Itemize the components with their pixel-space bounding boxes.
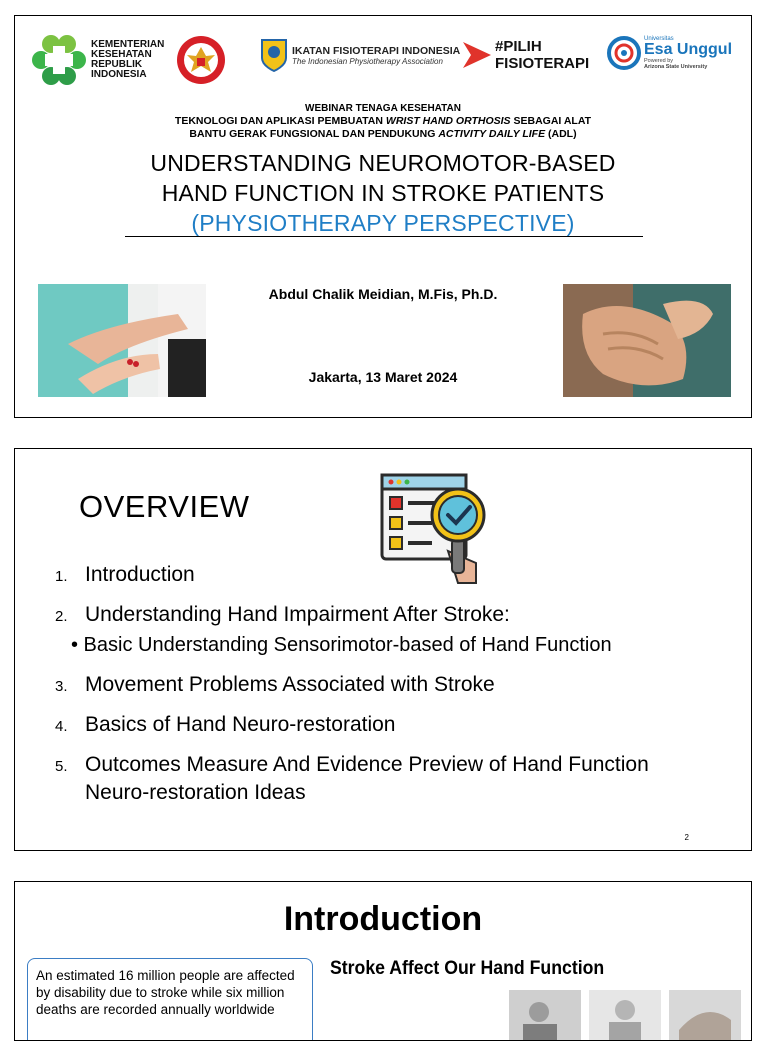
overview-list (55, 561, 731, 807)
stroke-hand-photo (563, 284, 731, 397)
overview-title: OVERVIEW (79, 489, 250, 524)
statistic-box: An estimated 16 million people are affected by disability due to stroke while six million deaths are recorded annually worldwide (27, 958, 313, 1041)
pilih-fisioterapi-logo: #PILIH FISIOTERAPI (463, 38, 589, 72)
ifi-tagline: The Indonesian Physiotherapy Association (292, 56, 443, 66)
introduction-slide (14, 881, 752, 1041)
slide-subtitle: (PHYSIOTHERAPY PERSPECTIVE) (191, 210, 575, 236)
kemenkes-text: KEMENTERIAN KESEHATAN REPUBLIK INDONESIA (91, 39, 165, 80)
ifi-name: IKATAN FISIOTERAPI INDONESIA (292, 44, 461, 57)
logo-bar (15, 30, 751, 88)
introduction-subtitle: Stroke Affect Our Hand Function (330, 958, 605, 979)
kemenkes-logo (31, 32, 164, 88)
arrow-logo-icon (463, 40, 491, 70)
place-date: Jakarta, 13 Maret 2024 (308, 369, 458, 385)
ifi-logo (260, 38, 460, 72)
esa-unggul-emblem-icon (607, 36, 641, 70)
slide-title: UNDERSTANDING NEUROMOTOR-BASED HAND FUNCTION IN STROKE PATIENTS (PHYSIOTHERAPY PERSPECTIVE) (15, 148, 751, 238)
list-item: 2. Understanding Hand Impairment After Stroke: (55, 603, 510, 626)
title-underline (125, 236, 643, 237)
photo-thumbnail (669, 990, 741, 1041)
list-item: 4. Basics of Hand Neuro-restoration (55, 713, 396, 736)
photo-thumbnail (509, 990, 581, 1041)
garuda-seal-icon (175, 34, 227, 86)
list-item: 5. Outcomes Measure And Evidence Preview of Hand Function Neuro-restoration Ideas (55, 753, 649, 804)
author-name: Abdul Chalik Meidian, M.Fis, Ph.D. (268, 286, 498, 302)
title-slide (14, 15, 752, 418)
overview-slide (14, 448, 752, 851)
list-item: 1. Introduction (55, 563, 195, 586)
kemenkes-emblem-icon (31, 32, 87, 88)
page-number: 2 (684, 833, 689, 842)
photo-thumbnail (589, 990, 661, 1041)
ifi-shield-icon (260, 38, 288, 72)
esa-unggul-logo: Universitas Esa Unggul Powered by Arizona State University (607, 36, 732, 70)
list-subitem: • Basic Understanding Sensorimotor-based of Hand Function (71, 634, 612, 656)
webinar-heading: WEBINAR TENAGA KESEHATAN TEKNOLOGI DAN APLIKASI PEMBUATAN WRIST HAND ORTHOSIS SEBAGAI ALAT BANTU GERAK FUNGSIONAL DAN PENDUKUNG ACTIVITY DAILY LIFE (ADL) (174, 103, 592, 140)
introduction-title: Introduction (283, 900, 483, 938)
list-item: 3. Movement Problems Associated with Stroke (55, 673, 495, 696)
garuda-seal-logo (175, 34, 227, 86)
